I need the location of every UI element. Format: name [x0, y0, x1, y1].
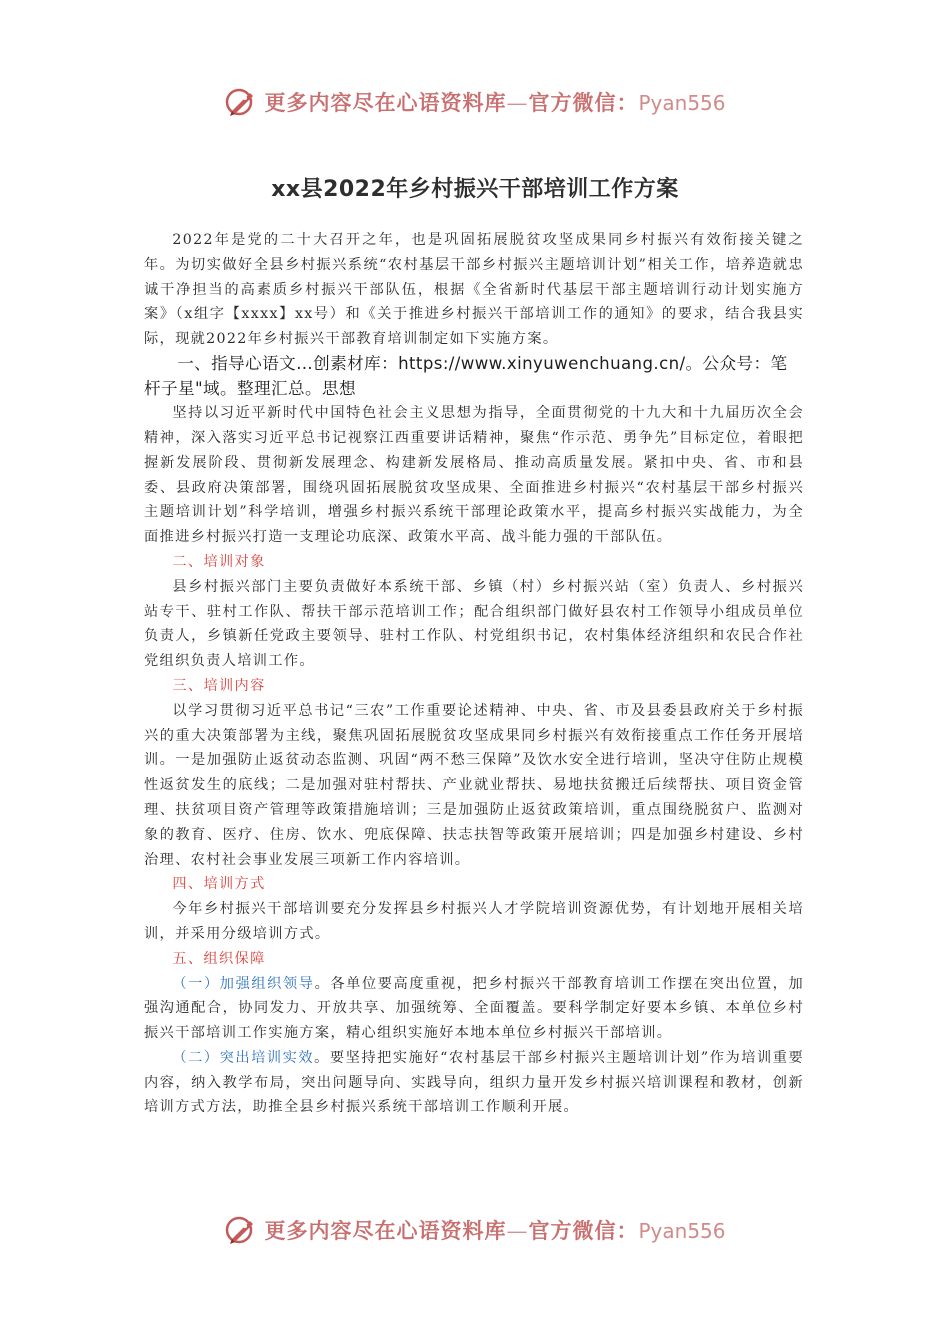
- banner-wechat-label: 官方微信：: [528, 1218, 639, 1243]
- section-5-item-2: [144, 1046, 804, 1120]
- intro-paragraph: 2022年是党的二十大召开之年，也是巩固拓展脱贫攻坚成果同乡村振兴有效衔接关键之年。为切实做好全县乡村振兴系统“农村基层干部乡村振兴主题培训计划”相关工作，培养造就忠诚干净担当的高素质乡村振兴干部队伍，根据《全省新时代基层干部主题培训行动计划实施方案》（x组字【xxxx】xx号）和《关于推进乡村振兴干部培训工作的通知》的要求，结合我县实际，现就2022年乡村振兴干部教育培训制定如下实施方案。: [144, 232, 804, 348]
- document-title: xx县2022年乡村振兴干部培训工作方案: [271, 177, 679, 202]
- section-4-heading: 四、培训方式: [172, 876, 266, 893]
- banner-wechat-id: Pyan556: [638, 1219, 726, 1243]
- section-1-body: 坚持以习近平新时代中国特色社会主义思想为指导，全面贯彻党的十九大和十九届历次全会精神，深入落实习近平总书记视察江西重要讲话精神，聚焦“作示范、勇争先”目标定位，着眼把握新发展阶段、贯彻新发展理念、构建新发展格局、推动高质量发展。紧扣中央、省、市和县委、县政府决策部署，围绕巩固拓展脱贫攻坚成果、全面推进乡村振兴“农村基层干部乡村振兴主题培训计划”科学培训，增强乡村振兴系统干部理论政策水平，提高乡村振兴实战能力，为全面推进乡村振兴打造一支理论功底深、政策水平高、战斗能力强的干部队伍。: [144, 405, 804, 546]
- section-5-item-2-label: （二）突出培训实效: [172, 1049, 315, 1066]
- section-3-body: 以学习贯彻习近平总书记“三农”工作重要论述精神、中央、省、市及县委县政府关于乡村振兴的重大决策部署为主线，聚焦巩固拓展脱贫攻坚成果同乡村振兴有效衔接重点工作任务开展培训。一是加强防止返贫动态监测、巩固“两不愁三保障”及饮水安全进行培训，坚决守住防止规模性返贫发生的底线；二是加强对驻村帮扶、产业就业帮扶、易地扶贫搬迁后续帮扶、项目资金管理、扶贫项目资产管理等政策措施培训；三是加强防止返贫政策培训，重点围绕脱贫户、监测对象的教育、医疗、住房、饮水、兜底保障、扶志扶智等政策开展培训；四是加强乡村建设、乡村治理、农村社会事业发展三项新工作内容培训。: [144, 702, 804, 868]
- section-5-item-1-body: 。各单位要高度重视，把乡村振兴干部教育培训工作摆在突出位置，加强沟通配合，协同发力、开放共享、加强统筹、全面覆盖。要科学制定好要本乡镇、本单位乡村振兴干部培训工作实施方案，精心组织实施好本地本单位乡村振兴干部培训。: [144, 975, 804, 1042]
- section-5-item-2-body: 。要坚持把实施好“农村基层干部乡村振兴主题培训计划”作为培训重要内容，纳入教学布局，突出问题导向、实践导向，组织力量开发乡村振兴培训课程和教材，创新培训方式方法，助推全县乡村振兴系统干部培训工作顺利开展。: [144, 1049, 804, 1116]
- pen-logo-icon: [224, 1213, 258, 1247]
- section-5-heading: 五、组织保障: [172, 950, 266, 967]
- banner-dash: —: [506, 91, 529, 115]
- section-5-item-1: [144, 972, 804, 1046]
- section-3-heading: 三、培训内容: [172, 677, 266, 694]
- banner-wechat-label: 官方微信：: [528, 90, 639, 115]
- pen-logo-icon: [224, 85, 258, 119]
- section-2-heading: 二、培训对象: [172, 553, 266, 570]
- banner-main-text: 更多内容尽在心语资料库: [264, 90, 507, 115]
- footer-banner: [0, 1210, 950, 1250]
- section-2-body: 县乡村振兴部门主要负责做好本系统干部、乡镇（村）乡村振兴站（室）负责人、乡村振兴站专干、驻村工作队、帮扶干部示范培训工作；配合组织部门做好县农村工作领导小组成员单位负责人，乡镇新任党政主要领导、驻村工作队、村党组织书记，农村集体经济组织和农民合作社党组织负责人培训工作。: [144, 578, 804, 670]
- header-banner: [0, 82, 950, 122]
- banner-dash: —: [506, 1219, 529, 1243]
- banner-text: [264, 87, 725, 117]
- section-5-item-1-label: （一）加强组织领导: [172, 975, 315, 992]
- banner-text: [264, 1215, 725, 1245]
- banner-main-text: 更多内容尽在心语资料库: [264, 1218, 507, 1243]
- banner-wechat-id: Pyan556: [638, 91, 726, 115]
- section-1-heading: 一、指导心语文…创素材库：https://www.xinyuwenchuang.cn/。公众号：笔杆子星"域。整理汇总。思想: [144, 353, 788, 398]
- document-body: [144, 228, 804, 1120]
- section-4-body: 今年乡村振兴干部培训要充分发挥县乡村振兴人才学院培训资源优势，有计划地开展相关培训，并采用分级培训方式。: [144, 901, 804, 942]
